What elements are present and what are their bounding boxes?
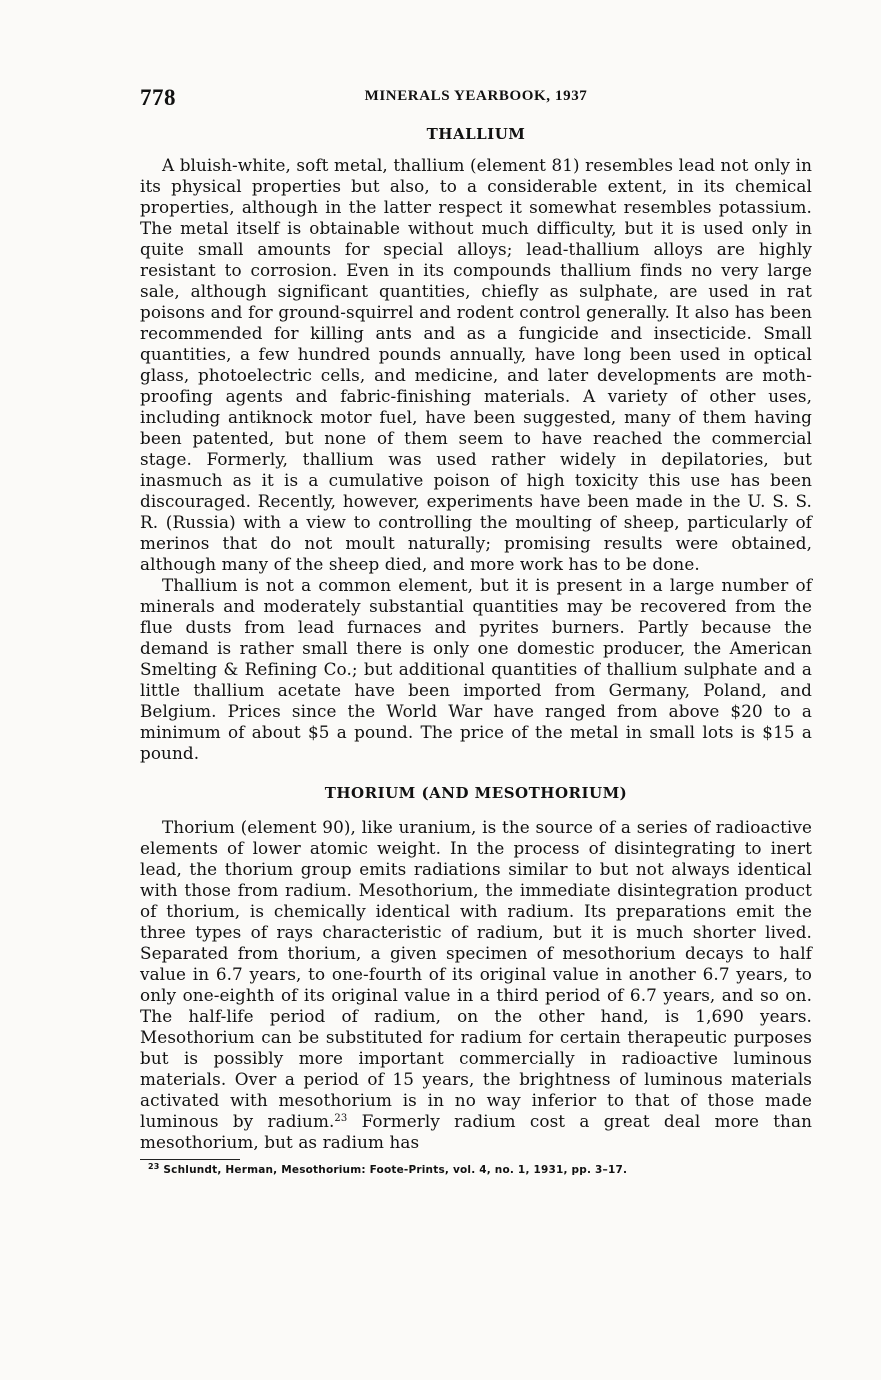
footnote-text: Schlundt, Herman, Mesothorium: Foote-Prints, vol. 4, no. 1, 1931, pp. 3–17. bbox=[159, 1164, 628, 1176]
page-number: 778 bbox=[140, 85, 176, 110]
section-heading-thorium: THORIUM (AND MESOTHORIUM) bbox=[324, 784, 628, 802]
footnote bbox=[140, 1164, 812, 1176]
running-head bbox=[140, 85, 812, 115]
section-heading-thallium: THALLIUM bbox=[426, 125, 526, 143]
section-thorium bbox=[140, 784, 812, 1153]
running-title: MINERALS YEARBOOK, 1937 bbox=[364, 88, 588, 104]
thorium-paragraph-1 bbox=[140, 817, 812, 1153]
thallium-paragraph-1: A bluish-white, soft metal, thallium (element 81) resembles lead not only in its physical properties but also, to a considerable extent, in its chemical properties, although in the latter respect it somewhat resembles potassium. The metal itself is obtainable without much difficulty, but it is used only in quite small amounts for special alloys; lead-thallium alloys are highly resistant to corrosion. Even in its compounds thallium finds no very large sale, although significant quantities, chiefly as sulphate, are used in rat poisons and for ground-squirrel and rodent control generally. It also has been recommended for killing ants and as a fungicide and insecticide. Small quantities, a few hundred pounds annually, have long been used in optical glass, photoelectric cells, and medicine, and later developments are moth-proofing agents and fabric-finishing materials. A variety of other uses, including antiknock motor fuel, have been suggested, many of them having been patented, but none of them seem to have reached the commercial stage. Formerly, thallium was used rather widely in depilatories, but inasmuch as it is a cumulative poison of high toxicity this use has been discouraged. Recently, however, experiments have been made in the U. S. S. R. (Russia) with a view to controlling the moulting of sheep, particularly of merinos that do not moult naturally; promising results were obtained, although many of the sheep died, and more work has to be done. bbox=[140, 155, 812, 574]
footnote-reference: 23 bbox=[334, 1113, 348, 1124]
thorium-paragraph-continuation: Formerly radium cost a great deal more than mesothorium, but as radium has bbox=[140, 1111, 812, 1152]
footnote-divider bbox=[140, 1159, 240, 1160]
thallium-paragraph-2: Thallium is not a common element, but it is present in a large number of minerals and moderately substantial quantities may be recovered from the flue dusts from lead furnaces and pyrites burners. Partly because the demand is rather small there is only one domestic producer, the American Smelting & Refining Co.; but additional quantities of thallium sulphate and a little thallium acetate have been imported from Germany, Poland, and Belgium. Prices since the World War have ranged from above $20 to a minimum of about $5 a pound. The price of the metal in small lots is $15 a pound. bbox=[140, 575, 812, 763]
document-page bbox=[140, 85, 812, 1176]
thorium-paragraph-text: Thorium (element 90), like uranium, is the source of a series of radioactive elements of lower atomic weight. In the process of disintegrating to inert lead, the thorium group emits radiations similar to but not always identical with those from radium. Mesothorium, the immediate disintegration product of thorium, is chemically identical with radium. Its preparations emit the three types of rays characteristic of radium, but it is much shorter lived. Separated from thorium, a given specimen of mesothorium decays to half value in 6.7 years, to one-fourth of its original value in another 6.7 years, to only one-eighth of its original value in a third period of 6.7 years, and so on. The half-life period of radium, on the other hand, is 1,690 years. Mesothorium can be substituted for radium for certain therapeutic purposes but is possibly more important commercially in radioactive luminous materials. Over a period of 15 years, the brightness of luminous materials activated with mesothorium is in no way inferior to that of those made luminous by radium. bbox=[140, 817, 812, 1131]
footnote-marker: 23 bbox=[148, 1162, 160, 1171]
section-thallium bbox=[140, 125, 812, 764]
